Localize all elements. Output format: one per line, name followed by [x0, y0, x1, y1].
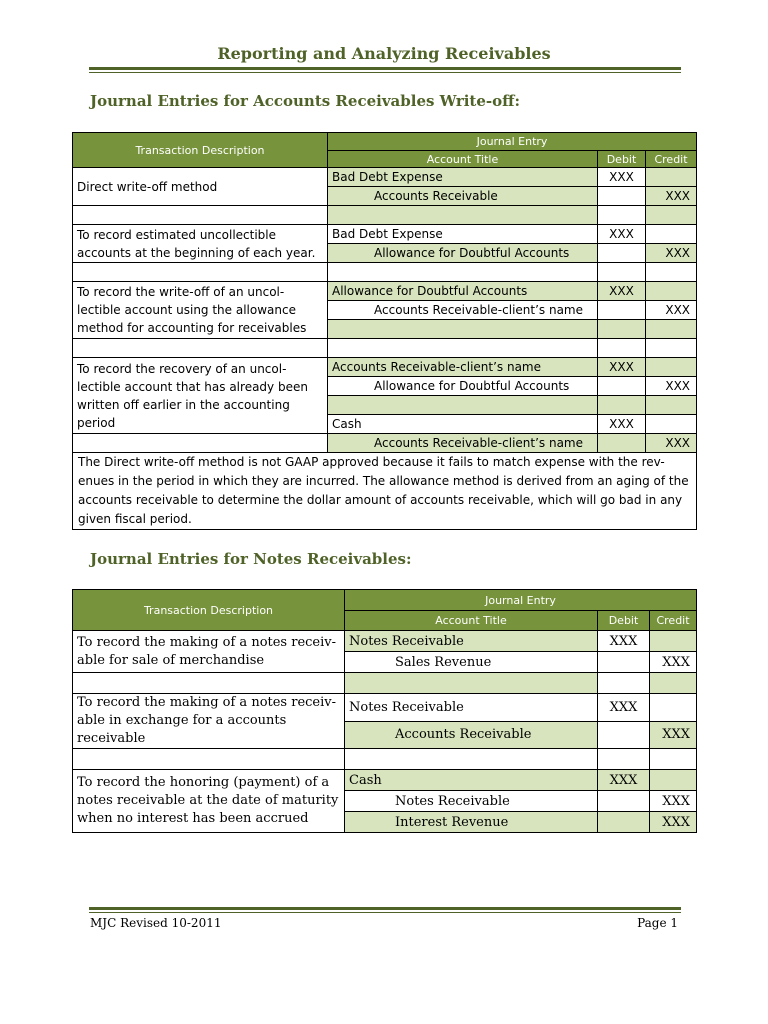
credit-value: XXX [650, 721, 697, 749]
page-header-title: Reporting and Analyzing Receivables [217, 44, 551, 63]
debit-value: XXX [598, 415, 646, 434]
debit-value [598, 721, 650, 749]
transaction-description: To record the recovery of an uncol-lectible account that has already been written off earlier in the accounting period [73, 358, 328, 434]
credit-value [646, 225, 697, 244]
credit-value: XXX [646, 244, 697, 263]
spacer-row [73, 673, 697, 694]
footer-page-number: Page 1 [637, 916, 678, 930]
header-account-title: Account Title [345, 611, 598, 631]
header-debit: Debit [598, 151, 646, 168]
header-debit: Debit [598, 611, 650, 631]
account-title: Allowance for Doubtful Accounts [328, 282, 598, 301]
debit-value [598, 187, 646, 206]
transaction-description: To record the making of a notes receiv-able in exchange for a accounts receivable [73, 694, 345, 749]
header-journal-entry: Journal Entry [345, 590, 697, 611]
credit-value: XXX [646, 187, 697, 206]
account-title: Accounts Receivable-client’s name [328, 358, 598, 377]
debit-value [598, 652, 650, 673]
footer-revision: MJC Revised 10-2011 [90, 916, 222, 930]
header-transaction-description: Transaction Description [73, 133, 328, 168]
table-row [73, 225, 697, 244]
debit-value [598, 301, 646, 320]
header-transaction-description: Transaction Description [73, 590, 345, 631]
account-title: Allowance for Doubtful Accounts [328, 377, 598, 396]
table-row [73, 168, 697, 187]
header-credit: Credit [646, 151, 697, 168]
account-title: Notes Receivable [345, 631, 598, 652]
debit-value: XXX [598, 694, 650, 722]
transaction-description: Direct write-off method [73, 168, 328, 206]
debit-value [598, 812, 650, 833]
account-title: Allowance for Doubtful Accounts [328, 244, 598, 263]
table-row [73, 770, 697, 791]
debit-value [598, 377, 646, 396]
header-journal-entry: Journal Entry [328, 133, 697, 151]
spacer-row [73, 749, 697, 770]
account-title: Accounts Receivable-client’s name [328, 434, 598, 453]
header-rule [89, 67, 681, 73]
account-title: Accounts Receivable [328, 187, 598, 206]
credit-value [646, 415, 697, 434]
header-credit: Credit [650, 611, 697, 631]
footer-rule [89, 907, 681, 913]
credit-value: XXX [646, 434, 697, 453]
account-title: Cash [328, 415, 598, 434]
credit-value [650, 694, 697, 722]
spacer-row [73, 339, 697, 358]
debit-value: XXX [598, 225, 646, 244]
credit-value [646, 282, 697, 301]
credit-value: XXX [650, 791, 697, 812]
debit-value [598, 244, 646, 263]
credit-value [650, 770, 697, 791]
note-row [73, 453, 697, 530]
debit-value: XXX [598, 358, 646, 377]
credit-value: XXX [650, 812, 697, 833]
table-row [73, 434, 697, 453]
credit-value [646, 168, 697, 187]
account-title: Accounts Receivable [345, 721, 598, 749]
transaction-description: To record estimated uncollectible accounts at the beginning of each year. [73, 225, 328, 263]
debit-value [598, 791, 650, 812]
spacer-row [73, 206, 697, 225]
account-title: Bad Debt Expense [328, 225, 598, 244]
account-title: Accounts Receivable-client’s name [328, 301, 598, 320]
spacer-row [73, 263, 697, 282]
transaction-description: To record the write-off of an uncol-lectible account using the allowance method for accounting for receivables [73, 282, 328, 339]
credit-value: XXX [646, 301, 697, 320]
table-row [73, 282, 697, 301]
gaap-note: The Direct write-off method is not GAAP approved because it fails to match expense with the rev-enues in the period in which they are incurred. The allowance method is derived from an aging of the accounts receivable to determine the dollar amount of accounts receivable, which will go bad in any given fiscal period. [73, 453, 697, 530]
section1-title: Journal Entries for Accounts Receivables Write-off: [90, 92, 520, 110]
section2-title: Journal Entries for Notes Receivables: [90, 550, 412, 568]
debit-value: XXX [598, 631, 650, 652]
writeoff-journal-table [72, 132, 697, 530]
transaction-description: To record the honoring (payment) of a notes receivable at the date of maturity when no interest has been accrued [73, 770, 345, 833]
table-row [73, 631, 697, 652]
account-title: Cash [345, 770, 598, 791]
account-title: Interest Revenue [345, 812, 598, 833]
notes-journal-table [72, 589, 697, 833]
debit-value: XXX [598, 770, 650, 791]
account-title: Bad Debt Expense [328, 168, 598, 187]
table-row [73, 358, 697, 377]
debit-value: XXX [598, 168, 646, 187]
debit-value: XXX [598, 282, 646, 301]
credit-value [646, 358, 697, 377]
header-account-title: Account Title [328, 151, 598, 168]
credit-value: XXX [646, 377, 697, 396]
account-title: Notes Receivable [345, 791, 598, 812]
account-title: Notes Receivable [345, 694, 598, 722]
credit-value [650, 631, 697, 652]
account-title: Sales Revenue [345, 652, 598, 673]
transaction-description: To record the making of a notes receiv-able for sale of merchandise [73, 631, 345, 673]
credit-value: XXX [650, 652, 697, 673]
table-row [73, 694, 697, 722]
debit-value [598, 434, 646, 453]
